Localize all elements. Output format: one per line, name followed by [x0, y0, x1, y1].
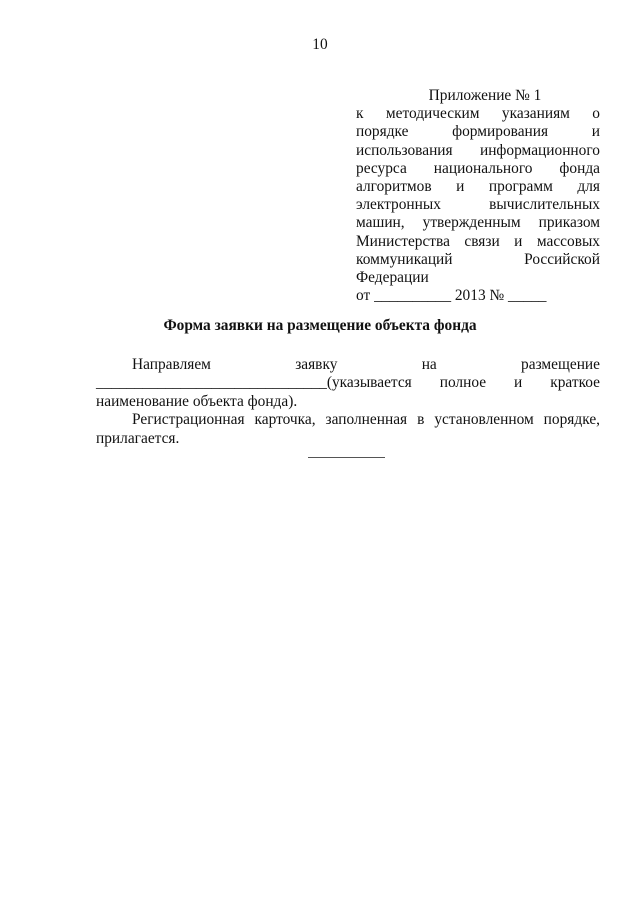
appendix-line: алгоритмов и программ для [356, 178, 600, 196]
appendix-line: к методическим указаниям о [356, 105, 600, 123]
appendix-line: порядке формирования и [356, 123, 600, 141]
paragraph-line: ______________________________(указывается полное и краткое [96, 374, 600, 392]
document-body [96, 356, 600, 448]
appendix-line: электронных вычислительных [356, 196, 600, 214]
appendix-line: машин, утвержденным приказом [356, 214, 600, 232]
appendix-line: ресурса национального фонда [356, 159, 600, 177]
document-title: Форма заявки на размещение объекта фонда [163, 317, 477, 334]
page-number: 10 [312, 36, 328, 53]
appendix-block [356, 87, 600, 305]
paragraph-line: Регистрационная карточка, заполненная в установленном порядке, [132, 411, 600, 429]
appendix-line: коммуникаций Российской [356, 250, 600, 268]
appendix-heading: Приложение № 1 [428, 87, 542, 104]
paragraph-line: Направляем заявку на размещение [132, 356, 600, 373]
appendix-line: Министерства связи и массовых [356, 232, 600, 250]
appendix-date-line: от __________ 2013 № _____ [356, 287, 547, 305]
end-divider [308, 457, 385, 458]
appendix-line: использования информационного [356, 141, 600, 159]
paragraph-line: прилагается. [96, 429, 180, 447]
paragraph-line: наименование объекта фонда). [96, 392, 298, 410]
appendix-line: Федерации [356, 269, 429, 287]
